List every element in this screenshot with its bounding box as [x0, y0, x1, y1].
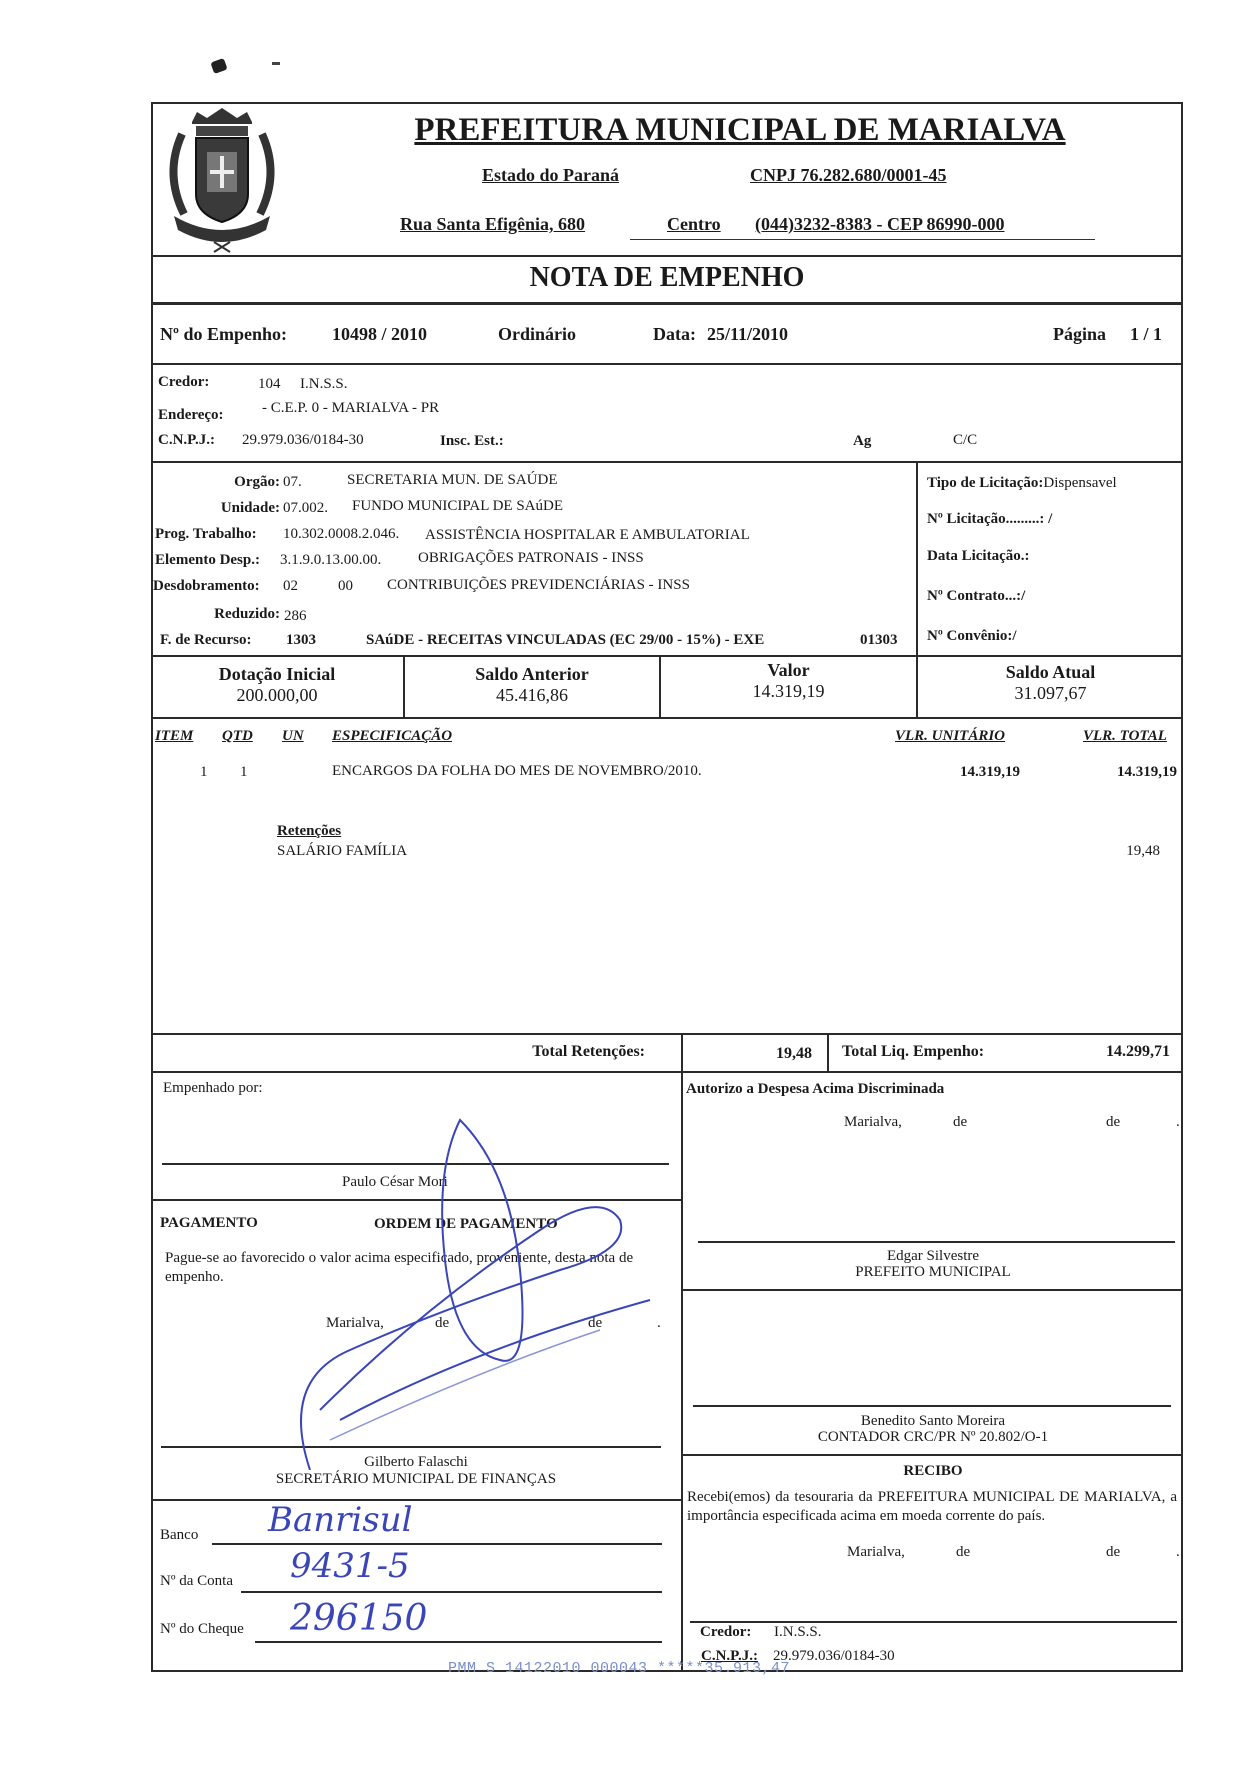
recibo-credor-label: Credor:: [700, 1624, 752, 1640]
pagamento-text: Pague-se ao favorecido o valor acima especificado, proveniente, desta nota de empenho.: [165, 1250, 634, 1285]
credor-address: - C.E.P. 0 - MARIALVA - PR: [262, 400, 440, 416]
date-de: de: [1106, 1544, 1121, 1560]
document-title: NOTA DE EMPENHO: [529, 262, 805, 293]
reduzido-value: 286: [284, 608, 307, 624]
header-underline: [630, 239, 1095, 240]
balance-label: Valor: [767, 660, 810, 680]
elemento-desp-name: OBRIGAÇÕES PATRONAIS - INSS: [418, 550, 644, 566]
divider: [151, 717, 1183, 719]
credor-code: 104: [258, 376, 281, 392]
empenho-type: Ordinário: [498, 324, 577, 344]
item-vlr-total: 14.319,19: [1117, 764, 1177, 780]
fonte-recurso-code2: 01303: [860, 632, 898, 648]
date-dot: .: [1176, 1544, 1180, 1560]
address-label: Rua Santa Efigênia, 680: [400, 214, 586, 234]
contador-title: CONTADOR CRC/PR Nº 20.802/O-1: [817, 1429, 1049, 1445]
divider: [827, 1033, 829, 1073]
secretario-name: Gilberto Falaschi: [364, 1454, 468, 1470]
divider: [916, 461, 918, 655]
item-qtd: 1: [240, 764, 248, 780]
signature-line: [690, 1621, 1177, 1623]
total-retencoes-value: 19,48: [776, 1045, 812, 1062]
cnpj-label: CNPJ 76.282.680/0001-45: [750, 165, 947, 185]
conta-corrente-label: C/C: [953, 432, 978, 448]
fonte-recurso-code: 1303: [286, 632, 316, 648]
numero-convenio: Nº Convênio:/: [927, 628, 1017, 644]
date-dot: .: [1176, 1114, 1180, 1130]
col-vlr-total: VLR. TOTAL: [1083, 728, 1167, 744]
date-dot: .: [657, 1315, 661, 1331]
conta-value[interactable]: 9431-5: [290, 1546, 410, 1586]
divider: [151, 1033, 1183, 1035]
city-label: Marialva,: [326, 1315, 384, 1331]
reduzido-label: Reduzido:: [214, 606, 280, 622]
empenho-number-label: Nº do Empenho:: [160, 324, 287, 344]
divider: [681, 1289, 1183, 1291]
numero-contrato: Nº Contrato...:/: [927, 588, 1026, 604]
divider: [681, 1454, 1183, 1456]
prefeito-signature: [683, 1248, 1183, 1280]
prefeito-title: PREFEITO MUNICIPAL: [855, 1264, 1011, 1280]
orgao-code: 07.: [283, 474, 302, 490]
col-item: ITEM: [155, 728, 194, 744]
balance-label: Dotação Inicial: [218, 664, 336, 684]
total-liq-value: 14.299,71: [1106, 1043, 1170, 1060]
agencia-label: Ag: [853, 433, 872, 449]
orgao-label: Orgão:: [234, 474, 280, 490]
tipo-licitacao-value: Dispensavel: [1043, 475, 1117, 491]
credor-cnpj: 29.979.036/0184-30: [242, 432, 364, 448]
autorizo-label: Autorizo a Despesa Acima Discriminada: [686, 1081, 945, 1097]
cheque-value[interactable]: 296150: [290, 1598, 428, 1639]
empenhado-label: Empenhado por:: [163, 1080, 263, 1096]
item-vlr-unitario: 14.319,19: [960, 764, 1020, 780]
fonte-recurso-name: SAúDE - RECEITAS VINCULADAS (EC 29/00 - 15%) - EXE: [366, 632, 765, 648]
city-label: Marialva,: [847, 1544, 905, 1560]
col-especificacao: ESPECIFICAÇÃO: [332, 728, 453, 744]
cnpj-field-label: C.N.P.J.:: [158, 432, 215, 448]
prog-trabalho-name: ASSISTÊNCIA HOSPITALAR E AMBULATORIAL: [425, 527, 750, 543]
unidade-label: Unidade:: [220, 500, 280, 516]
total-retencoes-label: Total Retenções:: [532, 1043, 645, 1060]
recibo-cnpj: 29.979.036/0184-30: [773, 1648, 895, 1664]
recibo-text: Recebi(emos) da tesouraria da PREFEITURA MUNICIPAL DE MARIALVA, a importância especificada acima em moeda corrente do país.: [687, 1489, 1177, 1524]
cheque-line: [255, 1641, 662, 1643]
balance-dotacao: [151, 664, 403, 706]
city-label: Marialva,: [844, 1114, 902, 1130]
contador-name: Benedito Santo Moreira: [860, 1413, 1006, 1429]
retencoes-label: Retenções: [277, 823, 342, 839]
secretario-title: SECRETÁRIO MUNICIPAL DE FINANÇAS: [275, 1471, 557, 1487]
divider: [151, 1071, 1183, 1073]
col-un: UN: [282, 728, 304, 744]
page-label: Página: [1053, 324, 1107, 344]
numero-licitacao: Nº Licitação.........: /: [927, 511, 1053, 527]
fonte-recurso-label: F. de Recurso:: [160, 632, 252, 648]
date-de: de: [1106, 1114, 1121, 1130]
item-especificacao: ENCARGOS DA FOLHA DO MES DE NOVEMBRO/2010.: [332, 763, 702, 779]
scan-mark: [272, 62, 280, 65]
col-vlr-unitario: VLR. UNITÁRIO: [895, 728, 1006, 744]
district-label: Centro: [667, 214, 721, 234]
unidade-code: 07.002.: [283, 500, 328, 516]
prog-trabalho-code: 10.302.0008.2.046.: [283, 526, 400, 542]
balance-value: 200.000,00: [236, 685, 318, 705]
unidade-name: FUNDO MUNICIPAL DE SAúDE: [352, 498, 563, 514]
orgao-name: SECRETARIA MUN. DE SAÚDE: [347, 472, 558, 488]
divider: [681, 1071, 683, 1671]
divider: [151, 461, 1183, 463]
divider: [151, 1499, 681, 1501]
balance-label: Saldo Anterior: [475, 664, 589, 684]
recibo-credor: I.N.S.S.: [774, 1624, 822, 1640]
date-de: de: [435, 1315, 450, 1331]
banco-value[interactable]: Banrisul: [268, 1500, 413, 1540]
payment-stamp: PMM S 14122010 000043 *****35.913,47: [448, 1660, 791, 1677]
desdobramento-label: Desdobramento:: [153, 578, 260, 594]
recibo-cnpj-label: C.N.P.J.:: [701, 1648, 758, 1664]
state-label: Estado do Paraná: [482, 165, 620, 185]
pagamento-label: PAGAMENTO: [160, 1215, 258, 1231]
elemento-desp-code: 3.1.9.0.13.00.00.: [280, 552, 382, 568]
tipo-licitacao: [927, 475, 1117, 492]
municipality-title: PREFEITURA MUNICIPAL DE MARIALVA: [414, 112, 1066, 148]
tipo-licitacao-label: Tipo de Licitação:: [927, 475, 1044, 491]
balance-value: 14.319,19: [752, 681, 825, 701]
balance-saldo-atual: [918, 662, 1183, 704]
page-number: 1 / 1: [1130, 324, 1163, 344]
col-qtd: QTD: [222, 728, 253, 744]
data-licitacao: Data Licitação.:: [927, 548, 1030, 564]
empenho-number: 10498 / 2010: [332, 324, 428, 344]
cheque-label: Nº do Cheque: [160, 1621, 244, 1637]
retencao-name: SALÁRIO FAMÍLIA: [277, 843, 408, 859]
handwritten-signature-icon: [270, 1110, 670, 1470]
empenho-date-label: Data:: [653, 324, 696, 344]
banco-line: [212, 1543, 662, 1545]
signature-line: [698, 1241, 1175, 1243]
insc-est-label: Insc. Est.:: [440, 433, 504, 449]
conta-label: Nº da Conta: [160, 1573, 233, 1589]
balance-valor: [661, 660, 916, 702]
empenho-date: 25/11/2010: [707, 324, 789, 344]
item-number: 1: [200, 764, 208, 780]
divider: [151, 655, 1183, 657]
credor-name: I.N.S.S.: [300, 376, 348, 392]
divider: [681, 1033, 683, 1073]
empenhado-name: Paulo César Mori: [342, 1174, 448, 1190]
signature-line: [693, 1405, 1171, 1407]
balance-saldo-anterior: [405, 664, 659, 706]
contador-signature: [683, 1413, 1183, 1445]
date-de: de: [588, 1315, 603, 1331]
balance-value: 31.097,67: [1014, 683, 1087, 703]
divider: [151, 302, 1183, 305]
total-liq-label: Total Liq. Empenho:: [842, 1043, 985, 1060]
ordem-pagamento-label: ORDEM DE PAGAMENTO: [374, 1216, 558, 1232]
date-de: de: [956, 1544, 971, 1560]
prefeito-name: Edgar Silvestre: [886, 1248, 980, 1264]
recibo-title: RECIBO: [903, 1463, 963, 1479]
date-de: de: [953, 1114, 968, 1130]
balance-label: Saldo Atual: [1005, 662, 1096, 682]
scan-mark: [210, 58, 227, 74]
endereco-label: Endereço:: [158, 407, 224, 423]
coat-of-arms-icon: [152, 104, 292, 254]
credor-label: Credor:: [158, 374, 210, 390]
phone-cep-label: (044)3232-8383 - CEP 86990-000: [755, 214, 1005, 234]
elemento-desp-label: Elemento Desp.:: [155, 552, 260, 568]
divider: [151, 363, 1183, 365]
prog-trabalho-label: Prog. Trabalho:: [155, 526, 257, 542]
desdobramento-code2: 00: [338, 578, 353, 594]
conta-line: [241, 1591, 662, 1593]
banco-label: Banco: [160, 1527, 199, 1543]
balance-value: 45.416,86: [496, 685, 568, 705]
desdobramento-name: CONTRIBUIÇÕES PREVIDENCIÁRIAS - INSS: [387, 577, 690, 593]
divider: [151, 255, 1183, 257]
desdobramento-code1: 02: [283, 578, 298, 594]
retencao-value: 19,48: [1126, 843, 1160, 859]
